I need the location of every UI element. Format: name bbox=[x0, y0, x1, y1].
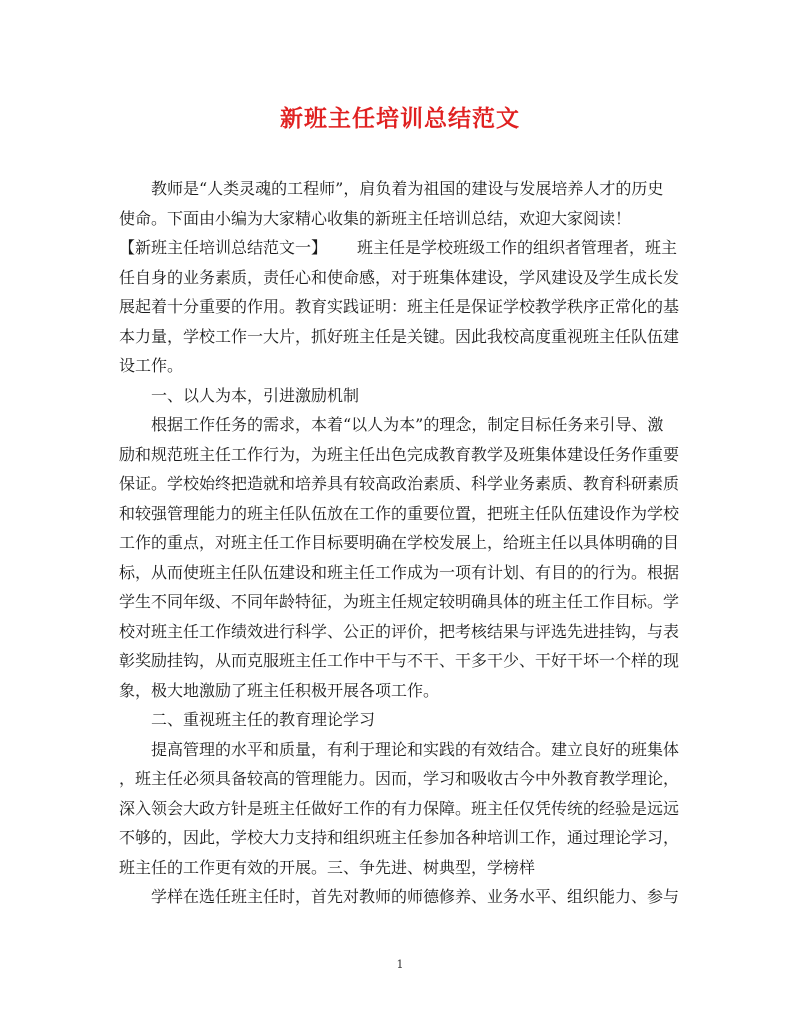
paragraph-text: 班主任是学校班级工作的组织者管理者，班主 bbox=[357, 238, 678, 257]
section-heading: 二、重视班主任的教育理论学习 bbox=[151, 710, 376, 729]
document-title: 新班主任培训总结范文 bbox=[280, 105, 520, 132]
document-body bbox=[119, 174, 679, 912]
paragraph-line: 不够的，因此，学校大力支持和组织班主任参加各种培训工作，通过理论学习， bbox=[119, 828, 680, 847]
paragraph-line: 励和规范班主任工作行为，为班主任出色完成教育教学及班集体建设任务作重要 bbox=[119, 444, 680, 464]
paragraph-line: 本力量，学校工作一大片，抓好班主任是关键。因此我校高度重视班主任队伍建 bbox=[119, 326, 680, 346]
paragraph-line: 教师是“人类灵魂的工程师”，肩负着为祖国的建设与发展培养人才的历史 bbox=[151, 179, 664, 198]
paragraph-line: 展起着十分重要的作用。教育实践证明：班主任是保证学校教学秩序正常化的基 bbox=[119, 297, 680, 316]
paragraph-line: 深入领会大政方针是班主任做好工作的有力保障。班主任仅凭传统的经验是远远 bbox=[119, 798, 680, 818]
paragraph-line: 象，极大地激励了班主任积极开展各项工作。 bbox=[119, 680, 440, 700]
paragraph-line: ，班主任必须具备较高的管理能力。因而，学习和吸收古今中外教育教学理论， bbox=[119, 769, 680, 788]
paragraph-line: 工作的重点，对班主任工作目标要明确在学校发展上，给班主任以具体明确的目 bbox=[119, 533, 680, 552]
paragraph-line: 设工作。 bbox=[119, 356, 184, 375]
paragraph-line: 学样在选任班主任时，首先对教师的师德修养、业务水平、组织能力、参与 bbox=[151, 887, 680, 906]
paragraph-line: 提高管理的水平和质量，有利于理论和实践的有效结合。建立良好的班集体 bbox=[151, 739, 680, 759]
section-heading: 【新班主任培训总结范文一】 bbox=[119, 238, 328, 257]
paragraph-line: 标，从而使班主任队伍建设和班主任工作成为一项有计划、有目的的行为。根据 bbox=[119, 562, 680, 582]
paragraph-line: 使命。下面由小编为大家精心收集的新班主任培训总结，欢迎大家阅读！ bbox=[119, 208, 632, 228]
paragraph-line: 保证。学校始终把造就和培养具有较高政治素质、科学业务素质、教育科研素质 bbox=[119, 474, 680, 493]
paragraph-line: 根据工作任务的需求，本着“以人为本”的理念，制定目标任务来引导、激 bbox=[151, 415, 664, 434]
page-number: 1 bbox=[396, 958, 404, 971]
paragraph-line: 彰奖励挂钩，从而克服班主任工作中干与不干、干多干少、干好干坏一个样的现 bbox=[119, 651, 680, 670]
paragraph-line: 学生不同年级、不同年龄特征，为班主任规定较明确具体的班主任工作目标。学 bbox=[119, 592, 680, 611]
paragraph-line: 和较强管理能力的班主任队伍放在工作的重要位置，把班主任队伍建设作为学校 bbox=[119, 503, 680, 523]
paragraph-line: 校对班主任工作绩效进行科学、公正的评价，把考核结果与评选先进挂钩，与表 bbox=[119, 621, 680, 641]
paragraph-line: 班主任的工作更有效的开展。三、争先进、树典型，学榜样 bbox=[119, 857, 536, 877]
paragraph-line bbox=[119, 233, 679, 263]
paragraph-line: 任自身的业务素质，责任心和使命感，对于班集体建设，学风建设及学生成长发 bbox=[119, 267, 680, 287]
section-heading: 一、以人为本，引进激励机制 bbox=[151, 385, 360, 405]
